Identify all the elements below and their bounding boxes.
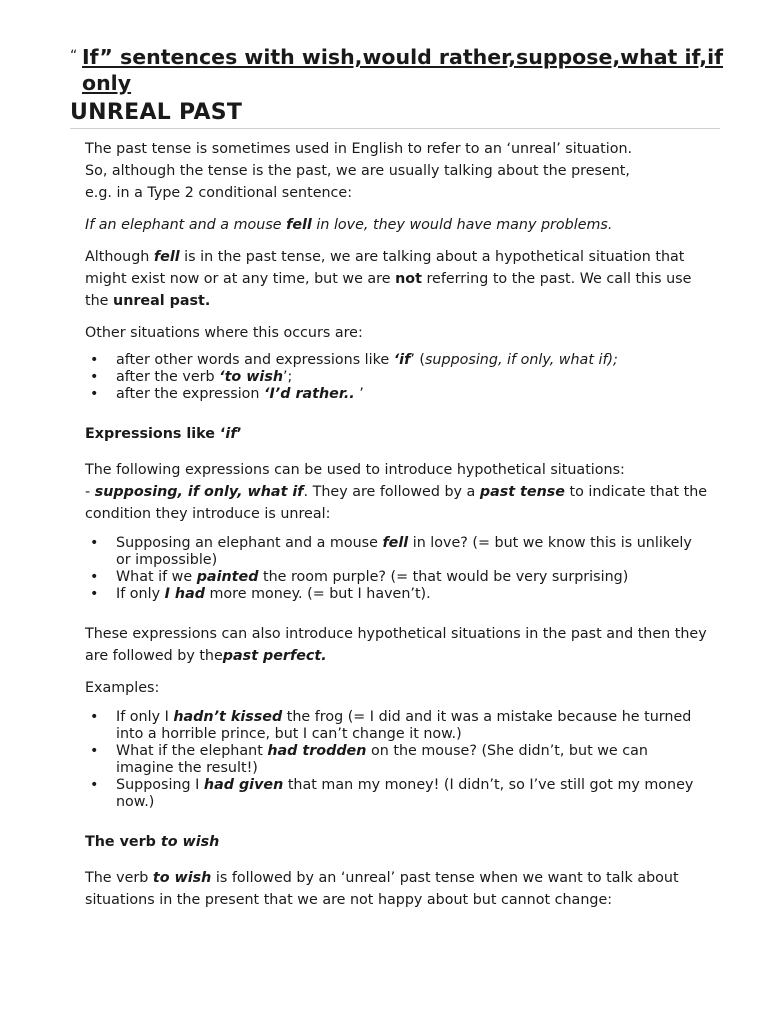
intro-line: The past tense is sometimes used in English to refer to an ‘unreal’ situation. <box>85 141 633 157</box>
unreal-past-paragraph: Although fell is in the past tense, we are talking about a hypothetical situation that might exist now or at any time, but we are not referring to the past. We call this use the unreal past. <box>85 249 692 309</box>
list-item: • after the expression ‘I’d rather.. ’ <box>85 386 710 403</box>
list-item: • Supposing an elephant and a mouse fell in love? (= but we know this is unlikely or impossible) <box>85 535 710 569</box>
list-item: • Supposing I had given that man my money! (I didn’t, so I’ve still got my money now.) <box>85 777 710 811</box>
list-item: • If only I had more money. (= but I haven’t). <box>85 586 710 603</box>
section-title: UNREAL PAST <box>70 100 243 125</box>
to-wish-paragraph: The verb to wish is followed by an ‘unreal’ past tense when we want to talk about situations in the present that we are not happy about but cannot change: <box>85 870 679 908</box>
intro-line: So, although the tense is the past, we are usually talking about the present, <box>85 163 630 179</box>
intro-paragraph <box>85 138 710 204</box>
list-item: • What if the elephant had trodden on the mouse? (She didn’t, but we can imagine the result!) <box>85 743 710 777</box>
document-title <box>70 44 730 96</box>
list-item: • If only I hadn’t kissed the frog (= I did and it was a mistake because he turned into a horrible prince, but I can’t change it now.) <box>85 709 710 743</box>
title-text: If” sentences with wish,would rather,suppose,what if,if only <box>82 45 724 95</box>
heading-expressions-if: Expressions like ‘if’ <box>85 426 242 442</box>
past-examples-list <box>85 709 710 811</box>
title-open-quote: “ <box>70 48 78 64</box>
example-sentence: If an elephant and a mouse fell in love, they would have many problems. <box>85 217 613 233</box>
list-item: • after other words and expressions like ‘if’ (supposing, if only, what if); <box>85 352 710 369</box>
following-paragraph: The following expressions can be used to introduce hypothetical situations: - supposing, if only, what if. They are followed by a past tense to indicate that the condition they introduce is unreal: <box>85 462 708 522</box>
expressions-examples-list <box>85 535 710 603</box>
list-item: • What if we painted the room purple? (= that would be very surprising) <box>85 569 710 586</box>
heading-verb-to-wish: The verb to wish <box>85 834 220 850</box>
heading-rule <box>70 128 720 129</box>
other-situations-text: Other situations where this occurs are: <box>85 325 363 341</box>
document-body <box>85 138 710 911</box>
intro-line: e.g. in a Type 2 conditional sentence: <box>85 185 353 201</box>
situations-list <box>85 352 710 403</box>
examples-label: Examples: <box>85 680 160 696</box>
past-perfect-paragraph: These expressions can also introduce hypothetical situations in the past and then they are followed by thepast perfect. <box>85 626 707 664</box>
list-item: • after the verb ‘to wish’; <box>85 369 710 386</box>
